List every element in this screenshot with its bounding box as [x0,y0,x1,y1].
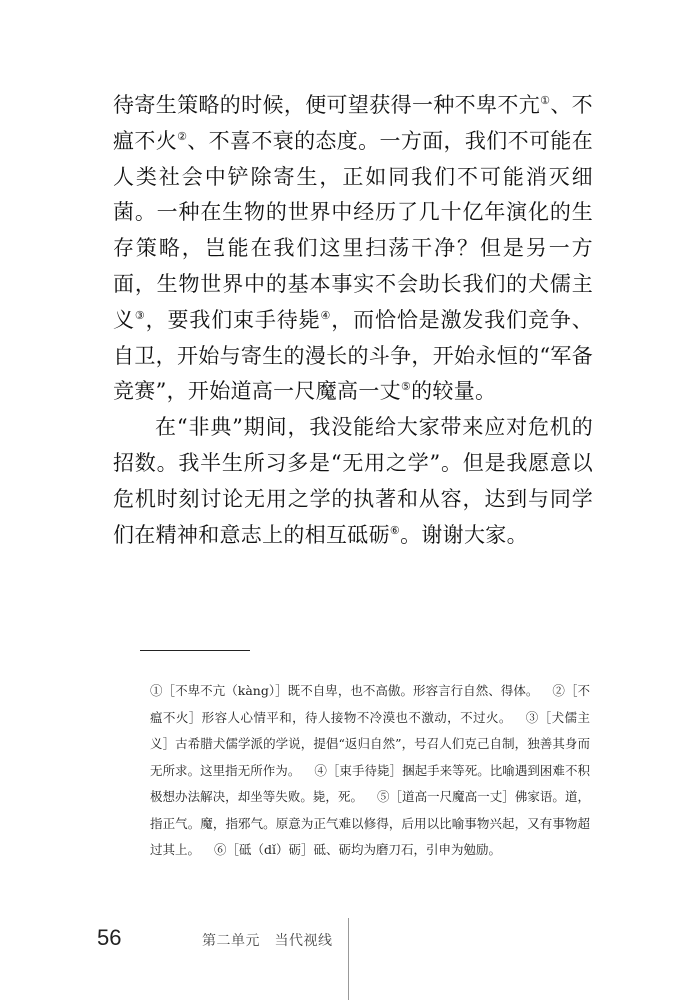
text-run: ，而恰恰是激发我们竞争、自卫，开始与寄生的漫长的斗争，开始永恒的“军备竞赛”，开始道高一尺魔高一丈 [113,307,593,404]
text-run: 、不瘟不火 [113,93,593,153]
main-text [113,88,593,553]
footnote-4: ④［束手待毙］捆起手来等死。比喻遇到困难不积极想办法解决，却坐等失败。毙，死。 [150,762,590,804]
footnote-marker: ④ [320,308,332,322]
footnote-5: ⑤［道高一尺魔高一丈］佛家语。道，指正气。魔，指邪气。原意为正气难以修得，后用以比喻事物兴起，又有事物超过其上。 [150,789,590,857]
footnote-6: ⑥［砥（dǐ）砺］砥、砺均为磨刀石，引申为勉励。 [214,842,502,857]
text-run: 。谢谢大家。 [400,522,528,547]
footnote-marker: ⑤ [400,380,412,394]
text-run: 在“非典”期间，我没能给大家带来应对危机的招数。我半生所习多是“无用之学”。但是我愿意以危机时刻讨论无用之学的执著和从容，达到与同学们在精神和意志上的相互砥砺 [113,415,593,547]
footnote-marker: ③ [134,308,146,322]
text-run: 待寄生策略的时候，便可望获得一种不卑不亢 [113,93,541,117]
paragraph-2 [113,410,593,553]
footnote-marker: ⑥ [389,523,401,537]
page-number: 56 [97,925,122,950]
text-run: 、不喜不衰的态度。一方面，我们不可能在人类社会中铲除寄生，正如同我们不可能消灭细菌。一种在生物的世界中经历了几十亿年演化的生存策略，岂能在我们这里扫荡干净？但是另一方面，生物世界中的基本事实不会助长我们的犬儒主义 [113,128,593,332]
footnotes [150,678,590,864]
footnote-3: ③［犬儒主义］古希腊犬儒学派的学说，提倡“返归自然”，号召人们克己自制，独善其身而无所求。这里指无所作为。 [150,709,590,778]
footnote-marker: ② [177,129,188,143]
footer-divider [348,918,349,1000]
footnote-divider [140,650,250,651]
text-run: 的较量。 [411,379,497,404]
section-title: 第二单元 当代视线 [202,933,333,949]
footnote-1: ①［不卑不亢（kàng）］既不自卑，也不高傲。形容言行自然、得体。 [150,683,539,698]
text-run: ，要我们束手待毙 [145,307,321,332]
footnote-marker: ① [540,94,551,107]
paragraph-1 [113,88,593,410]
footnote-2: ②［不瘟不火］形容人心情平和，待人接物不冷漠也不激动，不过火。 [150,683,590,725]
